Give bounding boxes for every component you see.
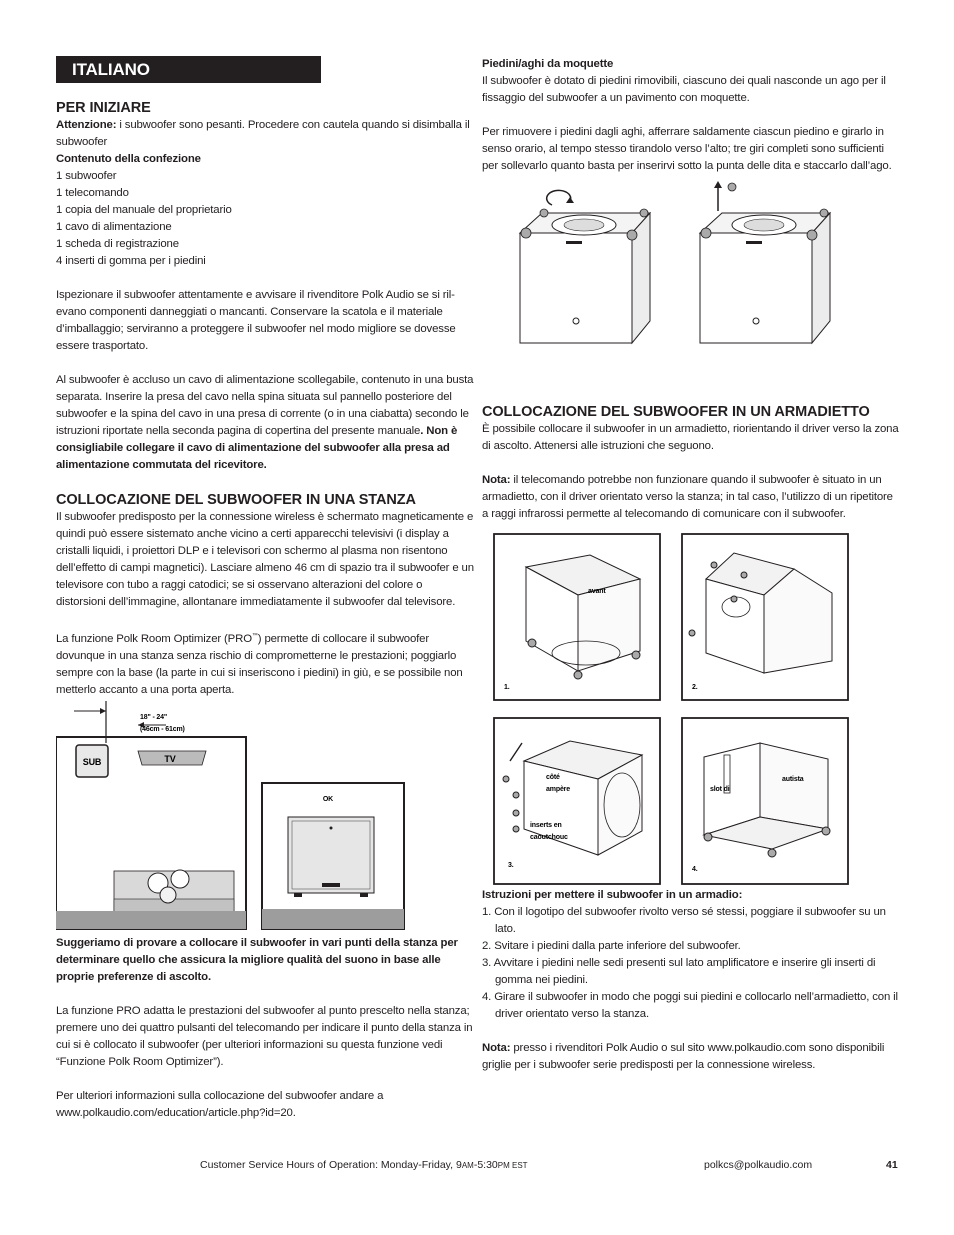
ok-label: OK: [322, 795, 334, 803]
heading-piedini: Piedini/aghi da moquette: [482, 58, 614, 70]
step-3-label: 3.: [508, 862, 514, 869]
ampere-label: ampère: [546, 786, 571, 793]
note-label: Nota:: [482, 474, 511, 486]
tm-mark: ™: [251, 633, 258, 639]
page-number: 41: [886, 1159, 898, 1171]
list-item: 1 subwoofer: [56, 170, 117, 182]
note-label: Nota:: [482, 1042, 511, 1054]
heading-per-iniziare: PER INIZIARE: [56, 100, 151, 116]
list-item: 1. Con il logotipo del subwoofer rivolto verso sé stessi, poggiare il subwoofer su un lato.: [482, 906, 886, 935]
cabinet-note: [482, 472, 900, 523]
feet-removal-paragraph: Per rimuovere i piedini dagli aghi, afferrare saldamente ciascun piedino e girarlo in senso orario, al tempo stesso tirandolo verso l’alto; tre giri completi sono sufficienti per sollevarlo quanto basta per inserirvi sotto la punta delle dita e staccarlo dall’ago.: [482, 126, 892, 172]
tv-label: TV: [164, 753, 176, 764]
power-cord-text: Al subwoofer è accluso un cavo di alimentazione scollegabile, contenuto in una busta separata. Inserire la presa del cavo nella spina situata sul pannello posteriore del subwoofer e la spina del cavo in una presa di corrente (o in una ciabatta) secondo le istruzioni riportate nella seconda pagina di copertina del presente manuale: [56, 374, 474, 437]
step-1-label: 1.: [504, 684, 510, 691]
contents-heading: Contenuto della confezione: [56, 153, 201, 165]
attention-text: i subwoofer sono pesanti. Procedere con cautela quando si disimballa il subwoofer: [56, 119, 470, 148]
note-text: presso i rivenditori Polk Audio o sul sito www.polkaudio.com sono disponibili griglie per i subwoofer serie predisposti per la connessione wireless.: [482, 1042, 885, 1071]
step-2-label: 2.: [692, 684, 698, 691]
hours-text: Customer Service Hours of Operation: Monday-Friday, 9: [200, 1159, 462, 1171]
inserts-label: inserts en: [530, 822, 562, 829]
list-item: 2. Svitare i piedini dalla parte inferiore del subwoofer.: [482, 940, 741, 952]
sub-label: SUB: [82, 756, 102, 767]
feet-removal-figure: [482, 181, 900, 377]
room-placement-figure: [56, 699, 474, 935]
pro-text-b: ) permette di collocare il subwoofer dovunque in una stanza senza rischio di comprometterne le prestazioni; poggiarlo sempre con la base (la parte in cui si inseriscono i piedini) in giù, e se possibile non metterlo accanto a una porta aperta.: [56, 632, 463, 696]
section-title-bar: ITALIANO: [56, 56, 321, 83]
footer-email[interactable]: polkcs@polkaudio.com: [704, 1159, 813, 1171]
heading-stanza: COLLOCAZIONE DEL SUBWOOFER IN UNA STANZA: [56, 492, 416, 508]
step-1-panel: [494, 534, 660, 700]
cabinet-steps-list: [482, 904, 900, 1023]
left-column: [56, 56, 474, 1122]
grilles-note: [482, 1040, 900, 1074]
contents-list: [56, 168, 474, 270]
step-4-label: 4.: [692, 866, 698, 873]
list-item: 1 telecomando: [56, 187, 129, 199]
power-cord-paragraph: [56, 372, 474, 474]
step-4-panel: [682, 718, 848, 884]
placement-suggestion: Suggeriamo di provare a collocare il subwoofer in vari punti della stanza per determinare quello che assicura la migliore qualità del suono in base alle proprie preferenze di ascolto.: [56, 936, 458, 983]
feet-paragraph: Il subwoofer è dotato di piedini rimovibili, ciascuno dei quali nasconde un ago per il fissaggio del subwoofer a un pavimento con moquette.: [482, 75, 886, 104]
list-item: 4. Girare il subwoofer in modo che poggi sui piedini e collocarlo nell’armadietto, con il driver orientato verso la stanza.: [482, 991, 898, 1020]
cote-label: côté: [546, 774, 560, 781]
more-info-paragraph: Per ulteriori informazioni sulla collocazione del subwoofer andare a www.polkaudio.com/education/article.php?id=20.: [56, 1089, 384, 1119]
right-column: [482, 56, 900, 1074]
cabinet-paragraph: È possibile collocare il subwoofer in un armadietto, riorientando il driver verso la zona di ascolto. Attenersi alle istruzioni che seguono.: [482, 423, 899, 452]
power-cord-warning: . Non è consigliabile collegare il cavo di alimentazione del subwoofer alla presa ad alimentazione commutata del ricevitore.: [56, 425, 458, 471]
avant-label: avant: [588, 588, 606, 595]
list-item: 4 inserti di gomma per i piedini: [56, 255, 206, 267]
attention-label: Attenzione:: [56, 119, 117, 131]
heading-armadietto: COLLOCAZIONE DEL SUBWOOFER IN UN ARMADIETTO: [482, 404, 870, 420]
pro-paragraph: [56, 628, 474, 699]
list-item: 3. Avvitare i piedini nelle sedi presenti sul lato amplificatore e inserire gli inserti di gomma nei piedini.: [482, 957, 876, 986]
footer-hours: [200, 1158, 528, 1173]
list-item: 1 copia del manuale del proprietario: [56, 204, 232, 216]
am-marker: AM: [461, 1161, 474, 1170]
inspect-paragraph: Ispezionare il subwoofer attentamente e avvisare il rivenditore Polk Audio se si rilevano componenti danneggiati o mancanti. Conservare la scatola e il materiale d’imballaggio; serviranno a proteggere il subwoofer nel modo migliore se dovesse essere trasportato.: [56, 289, 456, 352]
distance-label: 18" - 24": [140, 713, 168, 721]
pro-function-paragraph: La funzione PRO adatta le prestazioni del subwoofer al punto prescelto nella stanza; premere uno dei quattro pulsanti del telecomando per indicare il punto della stanza in cui si è collocato il subwoofer (per ulteriori informazioni su questa funzione vedi “Funzione Polk Room Optimizer”).: [56, 1004, 473, 1068]
slot-label: slot di: [710, 786, 730, 793]
pm-marker: PM EST: [497, 1161, 528, 1170]
step-2-panel: [682, 534, 848, 700]
attention-paragraph: [56, 117, 474, 151]
shielding-paragraph: Il subwoofer predisposto per la connessione wireless è schermato magneticamente e quindi può essere sistemato anche vicino a certi apparecchi televisivi (i display a cristalli liquidi, i proiettori DLP e i televisori con schermo al plasma non risentono dell’effetto di campi magnetici). Lasciare almeno 46 cm di spazio tra il subwoofer e un televisore con tubo a raggi catodici; se si osservano alterazioni del colore o distorsioni dell’immagine, allontanare immediatamente il subwoofer dal televisore.: [56, 511, 474, 608]
list-item: 1 cavo di alimentazione: [56, 221, 172, 233]
pro-text-a: La funzione Polk Room Optimizer (PRO: [56, 632, 252, 645]
hours-end: -5:30: [473, 1159, 498, 1171]
cabinet-steps-figure: [482, 533, 900, 887]
cabinet-instructions-heading: Istruzioni per mettere il subwoofer in un armadio:: [482, 889, 743, 901]
caoutchouc-label: caoutchouc: [530, 834, 568, 841]
autista-label: autista: [782, 776, 804, 783]
step-3-panel: [494, 718, 660, 884]
distance-metric-label: (46cm - 61cm): [140, 725, 185, 733]
list-item: 1 scheda di registrazione: [56, 238, 179, 250]
note-text: il telecomando potrebbe non funzionare quando il subwoofer è situato in un armadietto, con il driver orientato verso la stanza; in tal caso, l’utilizzo di un ripetitore a raggi infrarossi permette al telecomando di comunicare con il subwoofer.: [482, 474, 893, 520]
